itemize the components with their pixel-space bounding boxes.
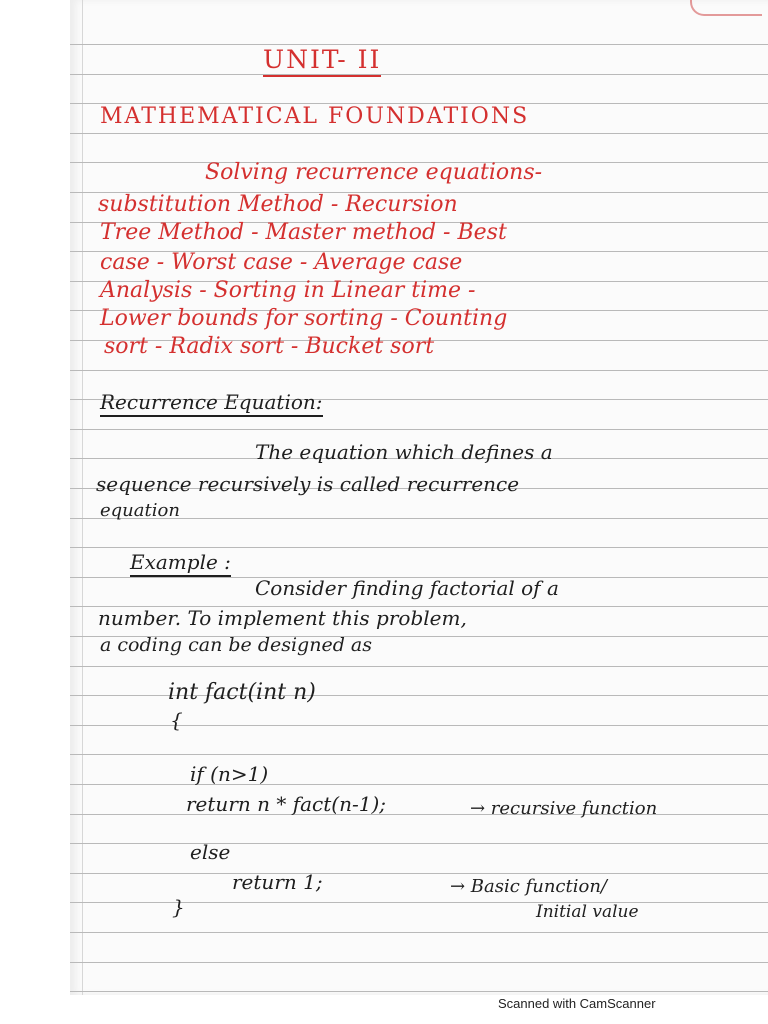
example-label: Example :	[130, 550, 231, 577]
example-line: a coding can be designed as	[100, 634, 372, 656]
definition-line: equation	[100, 500, 180, 521]
unit-title: UNIT- II	[263, 45, 381, 77]
example-line: number. To implement this problem,	[98, 606, 467, 630]
ruled-line	[70, 429, 768, 430]
example-line: Consider finding factorial of a	[255, 576, 559, 600]
recurrence-heading: Recurrence Equation:	[100, 390, 323, 417]
code-open-brace: {	[170, 708, 183, 732]
page-corner-mark	[690, 0, 762, 16]
ruled-line	[70, 547, 768, 548]
syllabus-line: Solving recurrence equations-	[205, 160, 543, 185]
ruled-line	[70, 814, 768, 815]
definition-line: sequence recursively is called recurrence	[96, 472, 520, 496]
scanner-watermark: Scanned with CamScanner	[498, 996, 656, 1011]
syllabus-line: Tree Method - Master method - Best	[100, 220, 507, 245]
ruled-line	[70, 873, 768, 874]
syllabus-line: sort - Radix sort - Bucket sort	[104, 334, 435, 359]
ruled-line	[70, 74, 768, 75]
margin-line	[82, 0, 83, 995]
syllabus-line: Analysis - Sorting in Linear time -	[100, 278, 476, 303]
ruled-line	[70, 666, 768, 667]
code-signature: int fact(int n)	[168, 680, 316, 705]
code-return-recursive: return n * fact(n-1);	[186, 792, 386, 816]
notebook-page	[70, 0, 768, 995]
syllabus-line: Lower bounds for sorting - Counting	[100, 306, 508, 331]
ruled-line	[70, 843, 768, 844]
annotation-initial-value: Initial value	[536, 902, 639, 922]
ruled-line	[70, 784, 768, 785]
ruled-line	[70, 44, 768, 45]
code-if-line: if (n>1)	[190, 762, 269, 786]
ruled-line	[70, 991, 768, 992]
syllabus-line: case - Worst case - Average case	[100, 250, 463, 275]
annotation-basic: → Basic function/	[450, 876, 607, 897]
ruled-line	[70, 962, 768, 963]
ruled-line	[70, 370, 768, 371]
ruled-line	[70, 754, 768, 755]
ruled-line	[70, 133, 768, 134]
section-title: MATHEMATICAL FOUNDATIONS	[100, 104, 530, 129]
annotation-recursive: → recursive function	[470, 798, 658, 819]
code-close-brace: }	[172, 895, 185, 919]
syllabus-line: substitution Method - Recursion	[98, 192, 458, 217]
code-return-base: return 1;	[232, 870, 323, 894]
definition-line: The equation which defines a	[255, 440, 553, 464]
ruled-line	[70, 932, 768, 933]
code-else-line: else	[190, 840, 231, 864]
